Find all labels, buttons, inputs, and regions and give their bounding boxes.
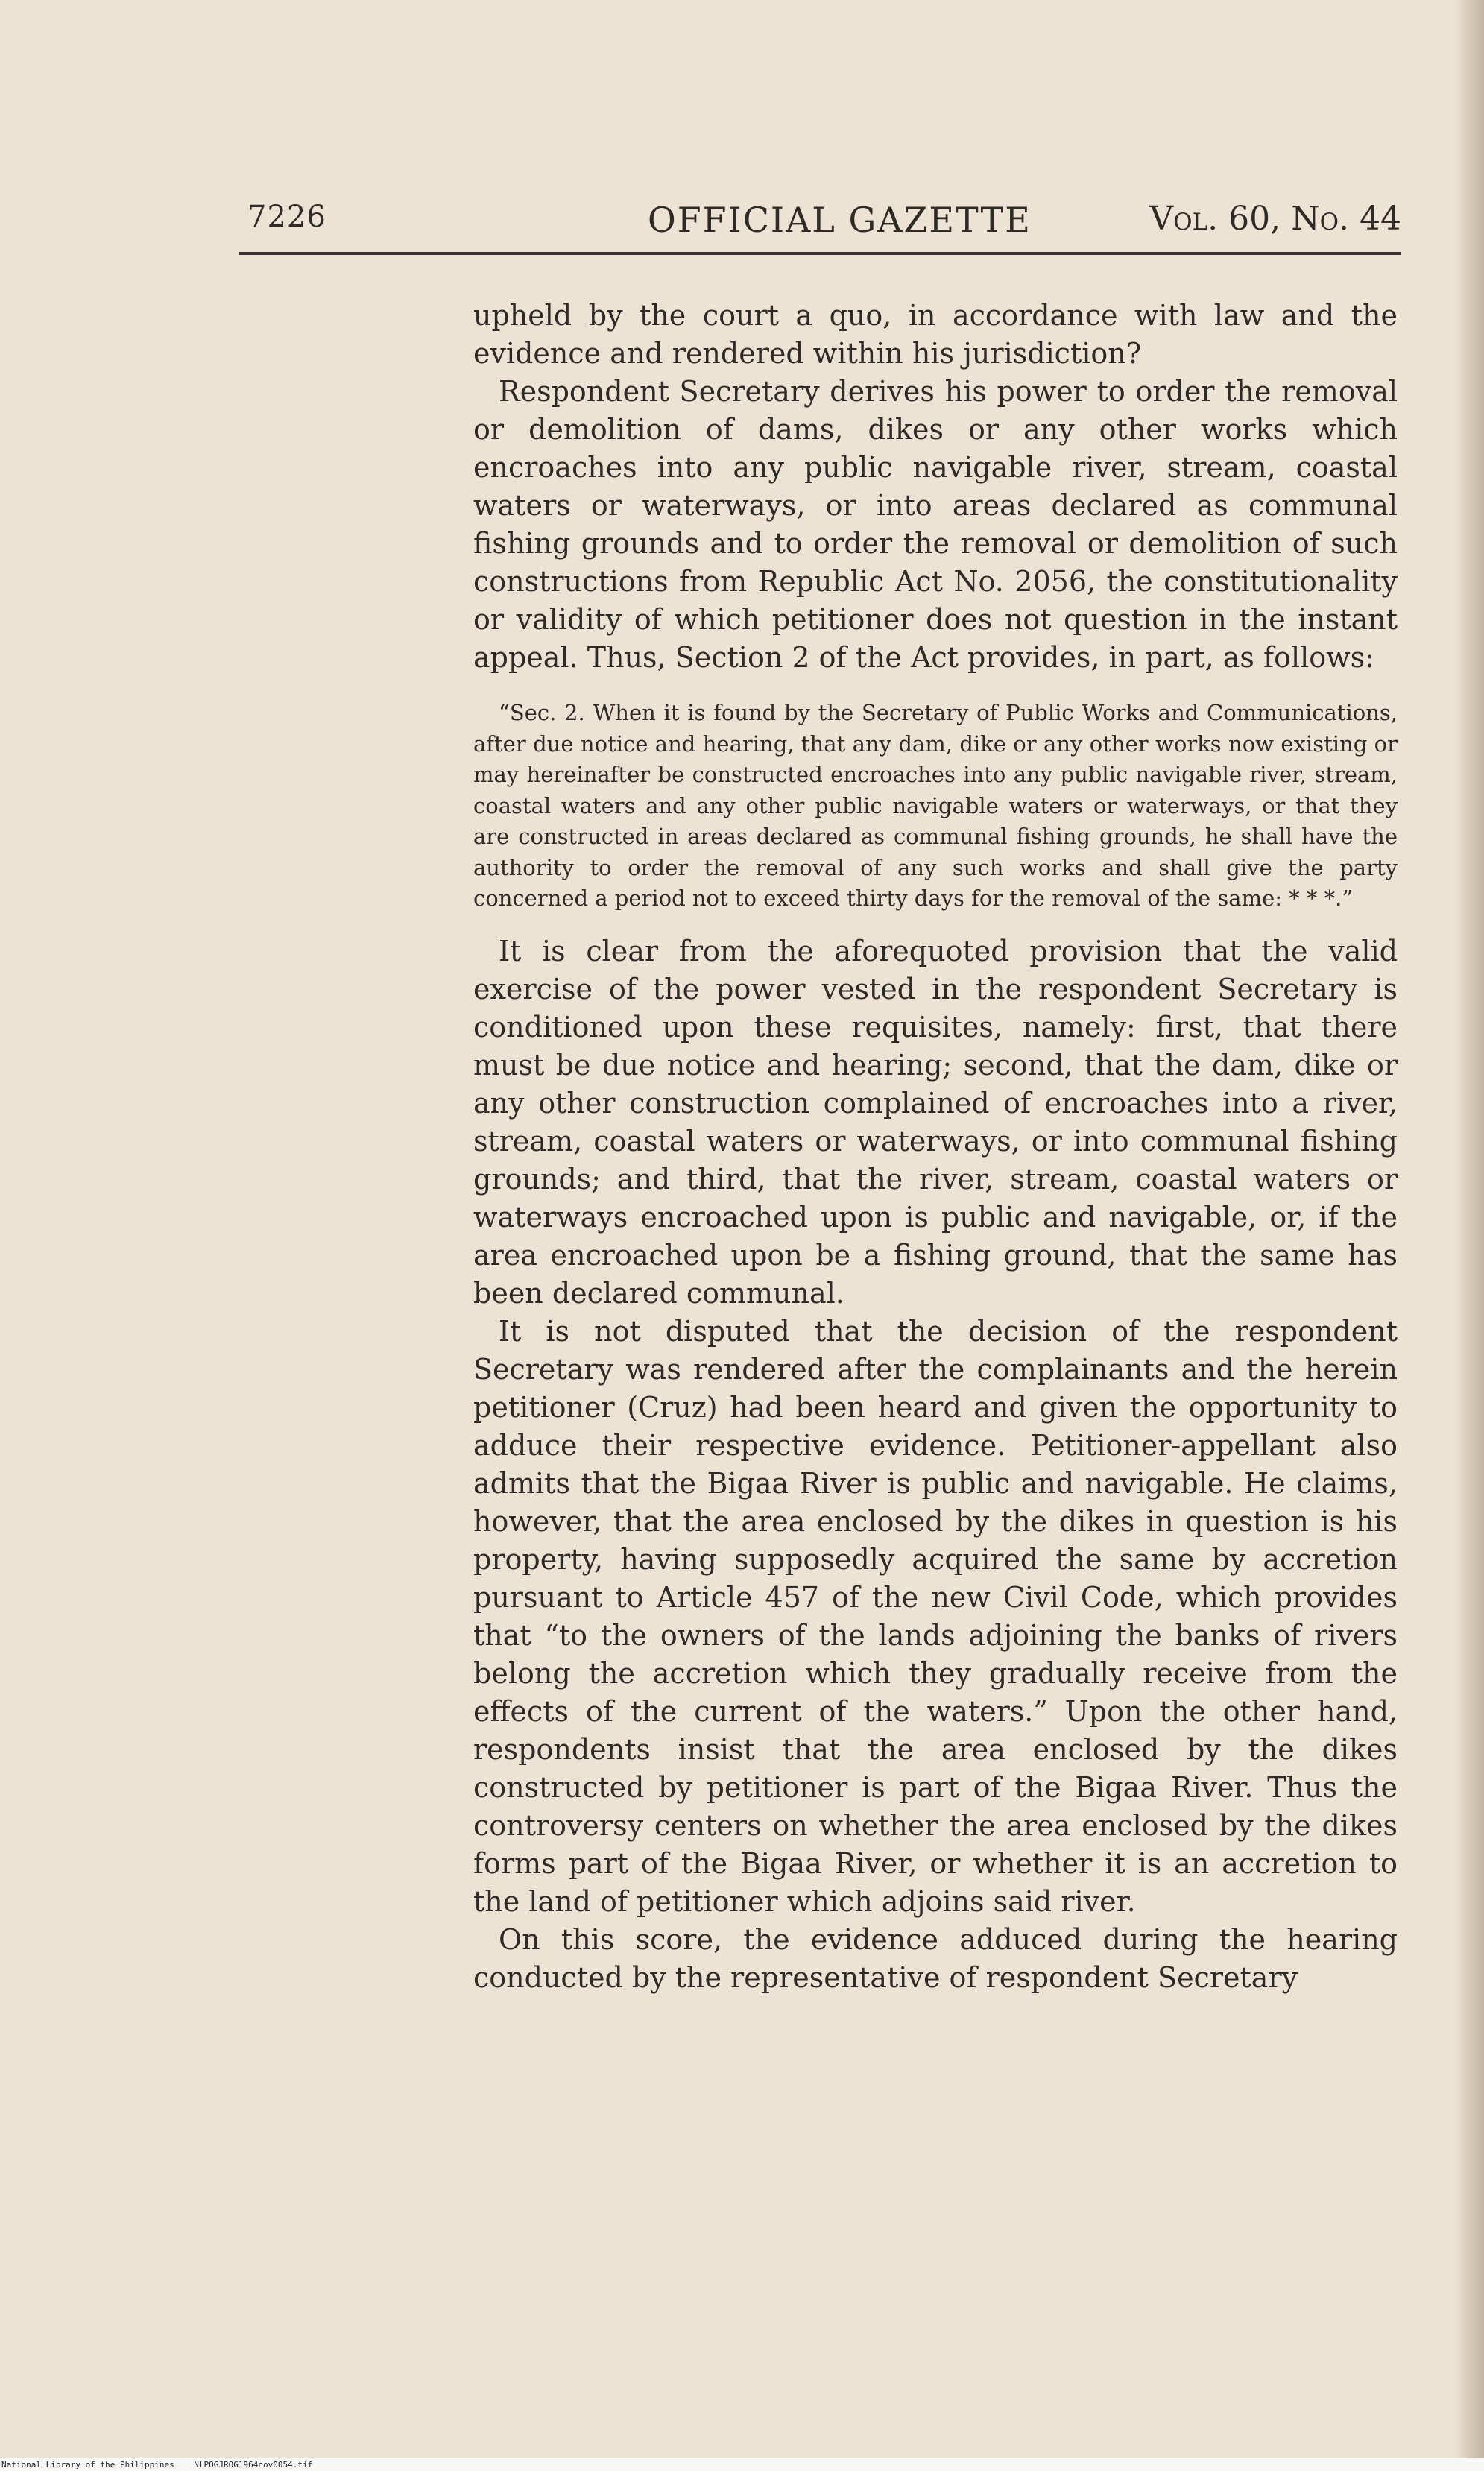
paragraph-requisites: It is clear from the aforequoted provision that the valid exercise of the power vested in the respondent Secretary is conditioned upon these requisites, namely: first, that there must be due notice and hearing; second, that the dam, dike or any other construction complained of encroaches into a river, stream, coastal waters or waterways, or into communal fishing grounds; and third, that the river, stream, coastal waters or waterways encroached upon is public and navigable, or, if the area encroached upon be a fishing ground, that the same has been declared communal. [473,934,1398,1310]
body-text [473,297,1398,1997]
page-number: 7226 [247,200,326,234]
paragraph-evidence: On this score, the evidence adduced during the hearing conducted by the representative of respondent Secretary [473,1922,1398,1994]
paragraph-dispute: It is not disputed that the decision of the respondent Secretary was rendered after the complainants and the herein petitioner (Cruz) had been heard and given the opportunity to adduce their respective evidence. Petitioner-appellant also admits that the Bigaa River is public and navigable. He claims, however, that the area enclosed by the dikes in question is his property, having supposedly acquired the same by accretion pursuant to Article 457 of the new Civil Code, which provides that “to the owners of the lands adjoining the banks of rivers belong the accretion which they gradually receive from the effects of the current of the waters.” Upon the other hand, respondents insist that the area enclosed by the dikes constructed by petitioner is part of the Bigaa River. Thus the controversy centers on whether the area enclosed by the dikes forms part of the Bigaa River, or whether it is an accretion to the land of petitioner which adjoins said river. [473,1314,1398,1918]
volume-number: Vol. 60, No. 44 [1149,200,1401,238]
scan-footer [0,2458,1484,2471]
gazette-title: OFFICIAL GAZETTE [648,200,1032,240]
page-edge-shadow [1454,0,1484,2471]
paragraph-continuation: upheld by the court a quo, in accordance with law and the evidence and rendered within his jurisdiction? [473,299,1398,370]
page-header [239,200,1401,244]
statute-quotation: “Sec. 2. When it is found by the Secretary of Public Works and Communications, after due notice and hearing, that any dam, dike or any other works now existing or may hereinafter be constructed encroaches into any public navigable river, stream, coastal waters and any other public navigable waters or waterways, or that they are constructed in areas declared as communal fishing grounds, he shall have the authority to order the removal of any such works and shall give the party concerned a period not to exceed thirty days for the removal of the same: * * *.” [473,700,1398,911]
header-rule [239,252,1401,255]
paragraph-secretary-power: Respondent Secretary derives his power to order the removal or demolition of dams, dikes or any other works which encroaches into any public navigable river, stream, coastal waters or waterways, or into areas declared as communal fishing grounds and to order the removal or demolition of such constructions from Republic Act No. 2056, the constitutionality or validity of which petitioner does not question in the instant appeal. Thus, Section 2 of the Act provides, in part, as follows: [473,375,1398,674]
scan-credit: National Library of the Philippines NLPOGJROG1964nov0054.tif [1,2460,313,2470]
